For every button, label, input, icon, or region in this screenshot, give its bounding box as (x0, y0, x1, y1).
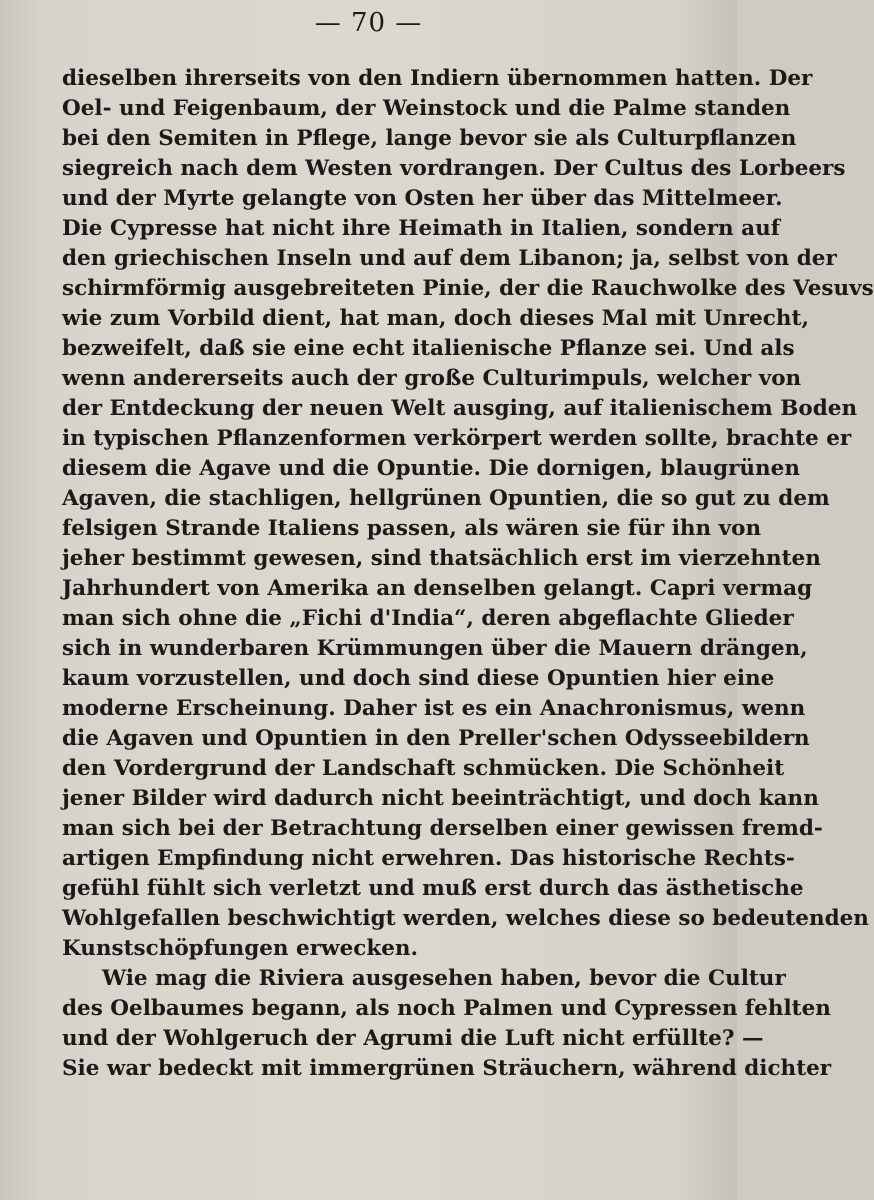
text-line: moderne Erscheinung. Daher ist es ein Anachronismus, wenn (62, 696, 806, 721)
text-line: jeher bestimmt gewesen, sind thatsächlich erst im vierzehnten (62, 546, 821, 571)
text-line: jener Bilder wird dadurch nicht beeinträchtigt, und doch kann (62, 786, 819, 811)
text-line: den griechischen Inseln und auf dem Libanon; ja, selbst von der (62, 246, 837, 271)
text-line: schirmförmig ausgebreiteten Pinie, der die Rauchwolke des Vesuvs (62, 276, 874, 301)
text-line: kaum vorzustellen, und doch sind diese Opuntien hier eine (62, 666, 775, 691)
paragraph-start-line: Wie mag die Riviera ausgesehen haben, bevor die Cultur (102, 966, 786, 991)
text-line: die Agaven und Opuntien in den Preller'schen Odysseebildern (62, 726, 810, 751)
text-line: siegreich nach dem Westen vordrangen. Der Cultus des Lorbeers (62, 156, 846, 181)
text-line: Oel- und Feigenbaum, der Weinstock und die Palme standen (62, 96, 791, 121)
text-line: diesem die Agave und die Opuntie. Die dornigen, blaugrünen (62, 456, 800, 481)
text-line: bei den Semiten in Pflege, lange bevor sie als Culturpflanzen (62, 126, 797, 151)
text-line: Sie war bedeckt mit immergrünen Sträuchern, während dichter (62, 1056, 832, 1081)
text-line: man sich ohne die „Fichi d'India“, deren abgeflachte Glieder (62, 606, 794, 631)
text-line: wie zum Vorbild dient, hat man, doch dieses Mal mit Unrecht, (62, 306, 809, 331)
page-number: — 70 — (314, 8, 423, 38)
text-line: artigen Empfindung nicht erwehren. Das historische Rechts- (62, 846, 795, 871)
text-line: Agaven, die stachligen, hellgrünen Opuntien, die so gut zu dem (62, 486, 830, 511)
text-line: felsigen Strande Italiens passen, als wären sie für ihn von (62, 516, 762, 541)
text-line: gefühl fühlt sich verletzt und muß erst durch das ästhetische (62, 876, 804, 901)
text-line: Die Cypresse hat nicht ihre Heimath in Italien, sondern auf (62, 216, 780, 241)
text-line: sich in wunderbaren Krümmungen über die Mauern drängen, (62, 636, 808, 661)
text-line: und der Myrte gelangte von Osten her über das Mittelmeer. (62, 186, 783, 211)
text-line: dieselben ihrerseits von den Indiern übernommen hatten. Der (62, 66, 813, 91)
text-line: man sich bei der Betrachtung derselben einer gewissen fremd- (62, 816, 823, 841)
text-line: und der Wohlgeruch der Agrumi die Luft nicht erfüllte? — (62, 1026, 764, 1051)
body-text (62, 64, 874, 1084)
paragraph-end-line: Kunstschöpfungen erwecken. (62, 936, 419, 961)
text-line: in typischen Pflanzenformen verkörpert werden sollte, brachte er (62, 426, 852, 451)
text-line: bezweifelt, daß sie eine echt italienische Pflanze sei. Und als (62, 336, 795, 361)
text-line: des Oelbaumes begann, als noch Palmen und Cypressen fehlten (62, 996, 831, 1021)
text-line: den Vordergrund der Landschaft schmücken. Die Schönheit (62, 756, 785, 781)
text-line: Jahrhundert von Amerika an denselben gelangt. Capri vermag (62, 576, 813, 601)
text-line: der Entdeckung der neuen Welt ausging, auf italienischem Boden (62, 396, 858, 421)
text-line: Wohlgefallen beschwichtigt werden, welches diese so bedeutenden (62, 906, 869, 931)
text-line: wenn andererseits auch der große Culturimpuls, welcher von (62, 366, 802, 391)
